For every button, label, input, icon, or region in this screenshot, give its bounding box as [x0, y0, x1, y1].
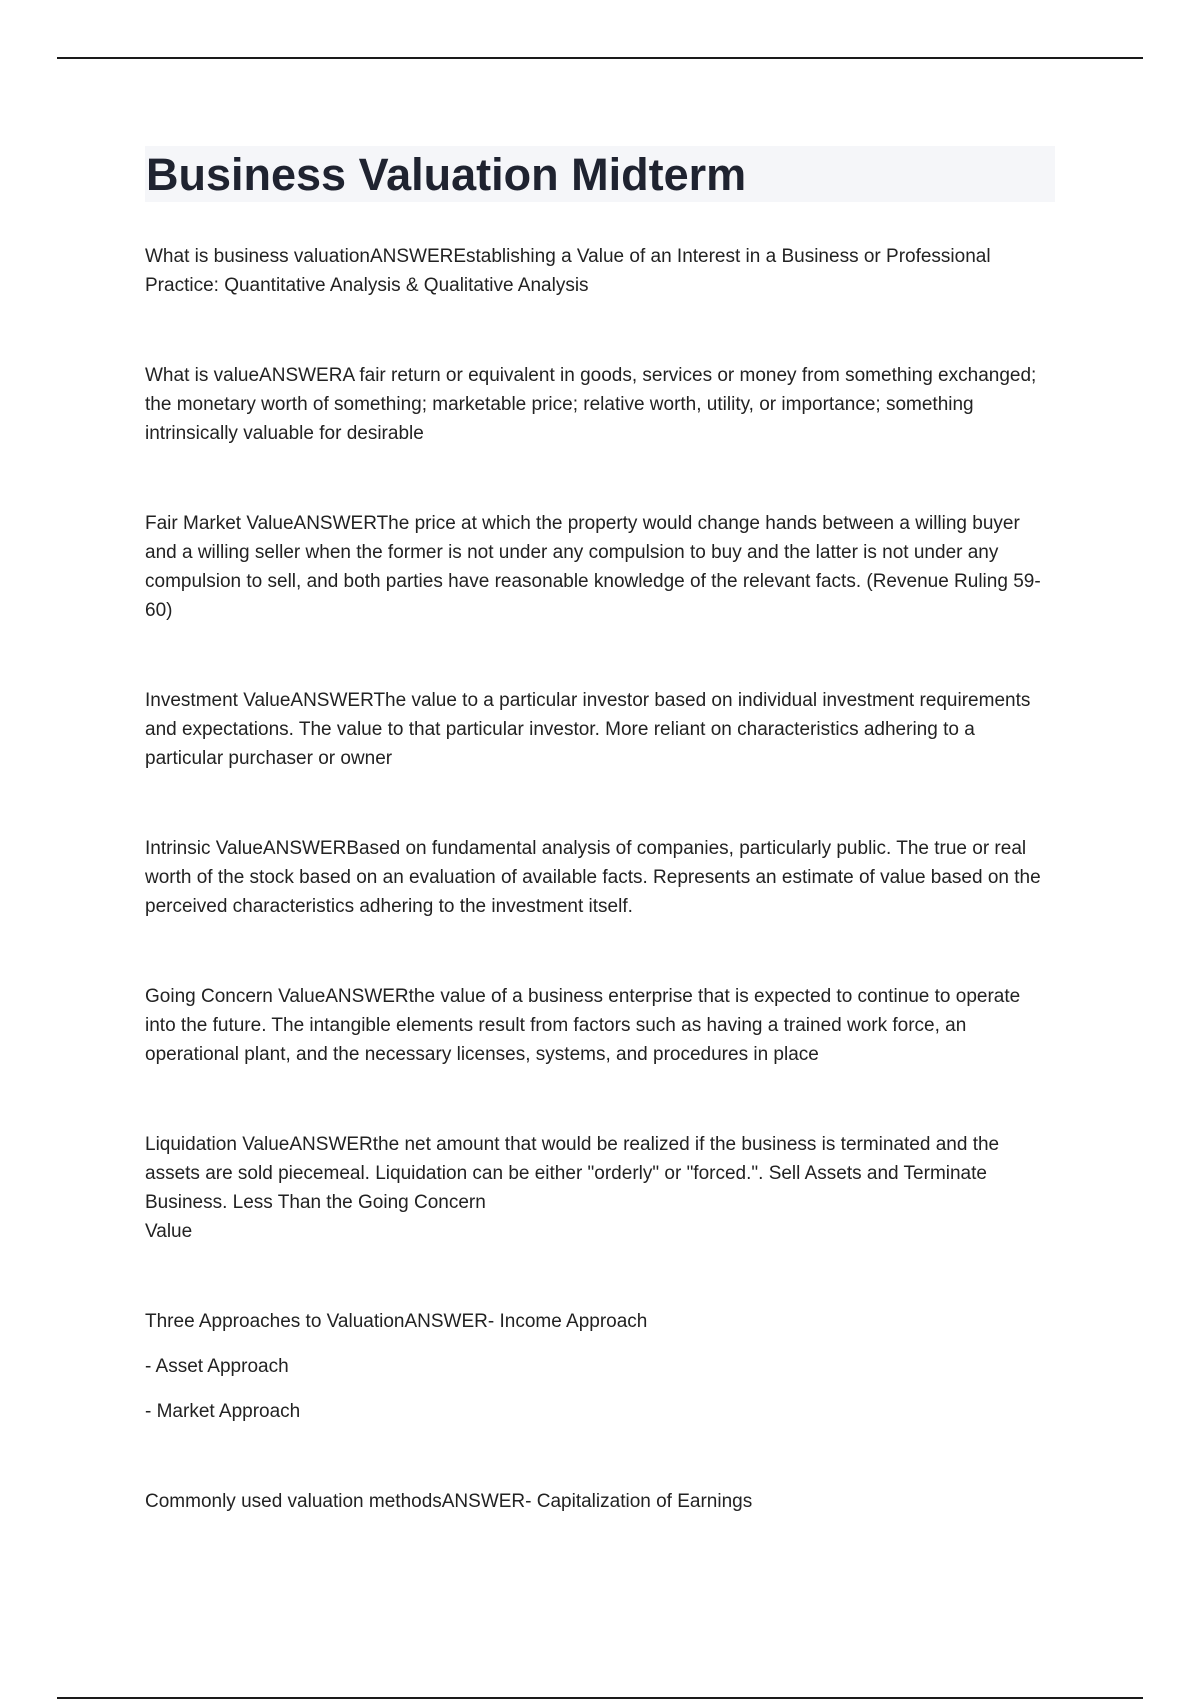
qa-entry-business-valuation [145, 242, 1055, 300]
qa-text: Investment ValueANSWERThe value to a particular investor based on individual investment requirements and expectations. The value to that particular investor. More reliant on characteristics adhering to a particular purchaser or owner [145, 690, 1031, 769]
bottom-divider [57, 1697, 1143, 1699]
qa-sub-item-asset-approach: - Asset Approach [145, 1356, 289, 1377]
title-banner [145, 146, 1055, 202]
qa-entry-value [145, 361, 1055, 448]
qa-text: What is business valuationANSWEREstablishing a Value of an Interest in a Business or Professional Practice: Quantitative Analysis & Qualitative Analysis [145, 246, 991, 296]
qa-text: Going Concern ValueANSWERthe value of a business enterprise that is expected to continue to operate into the future. The intangible elements result from factors such as having a trained work force, an operational plant, and the necessary licenses, systems, and procedures in place [145, 986, 1021, 1065]
document-title: Business Valuation Midterm [146, 148, 747, 200]
document-page [145, 146, 1055, 1577]
qa-entry-going-concern-value [145, 982, 1055, 1069]
qa-entry-fair-market-value [145, 509, 1055, 625]
qa-text: What is valueANSWERA fair return or equivalent in goods, services or money from something exchanged; the monetary worth of something; marketable price; relative worth, utility, or importance; something intrinsically valuable for desirable [145, 365, 1037, 444]
qa-text: Liquidation ValueANSWERthe net amount that would be realized if the business is terminated and the assets are sold piecemeal. Liquidation can be either "orderly" or "forced.". Sell Assets and Terminate Business. Less Than the Going Concern [145, 1134, 1000, 1213]
qa-text: Intrinsic ValueANSWERBased on fundamental analysis of companies, particularly public. The true or real worth of the stock based on an evaluation of available facts. Represents an estimate of value based on the perceived characteristics adhering to the investment itself. [145, 838, 1041, 917]
qa-entry-liquidation-value [145, 1130, 1055, 1246]
qa-text-continued: Value [145, 1221, 193, 1242]
qa-entry-intrinsic-value [145, 834, 1055, 921]
qa-text: Fair Market ValueANSWERThe price at which the property would change hands between a willing buyer and a willing seller when the former is not under any compulsion to buy and the latter is not under any compulsion to sell, and both parties have reasonable knowledge of the relevant facts. (Revenue Ruling 59-60) [145, 513, 1041, 621]
top-divider [57, 57, 1143, 59]
qa-sub-item-market-approach: - Market Approach [145, 1401, 301, 1422]
qa-entry-three-approaches [145, 1307, 1055, 1426]
qa-text: Commonly used valuation methodsANSWER- Capitalization of Earnings [145, 1491, 753, 1512]
qa-list [145, 242, 1055, 1516]
qa-text: Three Approaches to ValuationANSWER- Income Approach [145, 1311, 648, 1332]
qa-entry-valuation-methods [145, 1487, 1055, 1516]
qa-entry-investment-value [145, 686, 1055, 773]
